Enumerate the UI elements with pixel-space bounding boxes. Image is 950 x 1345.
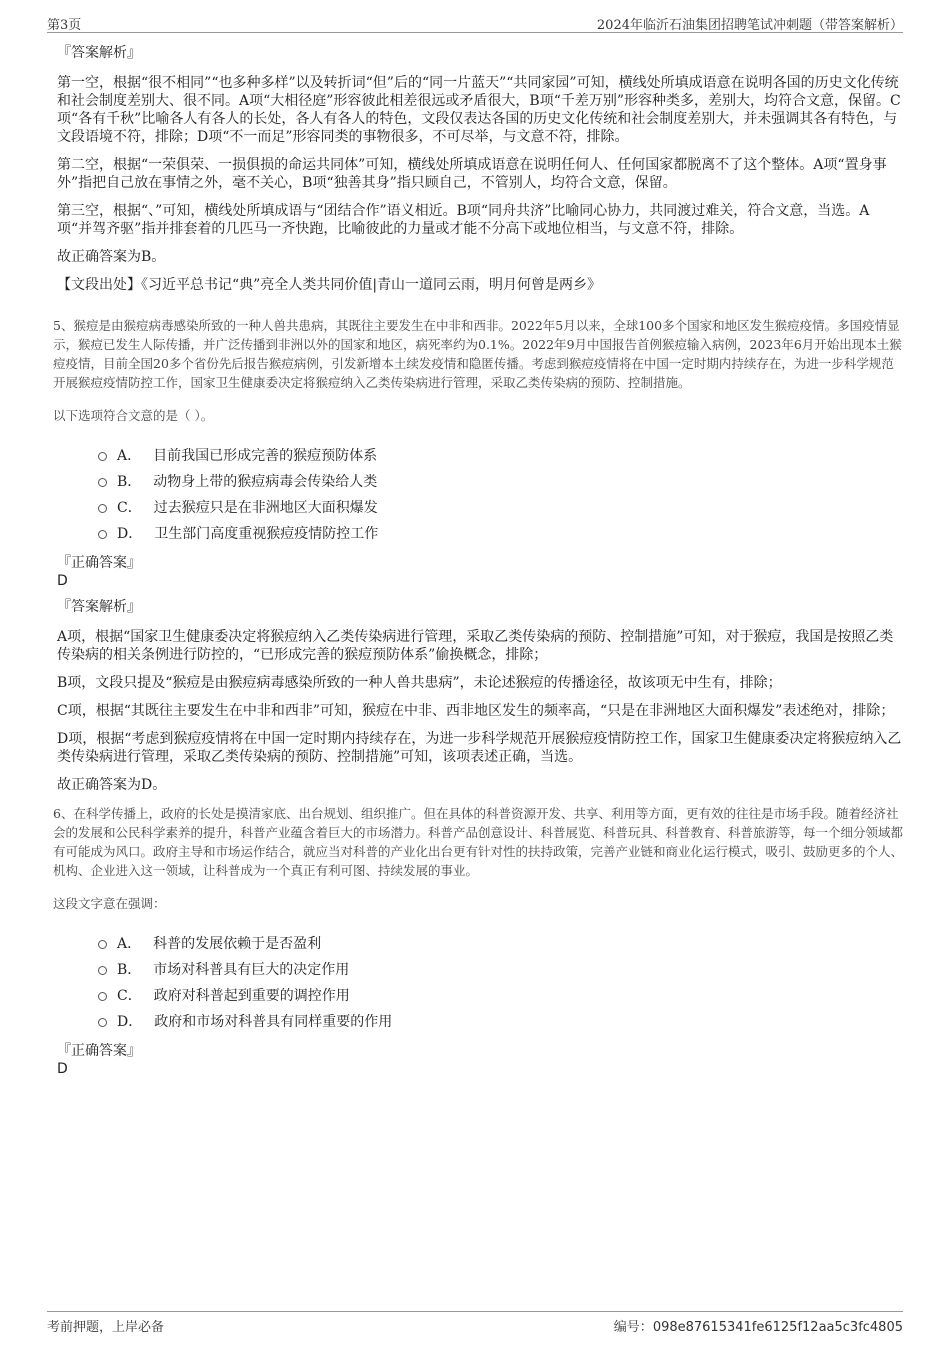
answer-value: D [57,1061,68,1077]
option-letter: A． [117,448,142,464]
option-c[interactable] [98,982,903,1008]
option-letter: D． [117,1014,143,1030]
analysis-conclusion: 故正确答案为D。 [57,777,167,793]
radio-icon[interactable] [98,940,107,949]
radio-icon[interactable] [98,530,107,539]
radio-icon[interactable] [98,966,107,975]
option-c[interactable] [98,494,903,520]
option-a[interactable] [98,930,903,956]
document-title: 2024年临沂石油集团招聘笔试冲刺题（带答案解析） [596,18,903,33]
option-text: 卫生部门高度重视猴痘疫情防控工作 [154,526,379,542]
document-body [53,44,904,1086]
question-5 [53,316,903,794]
code-label: 编号： [613,1320,653,1335]
code-value: 098e87615341fe6125f12aa5c3fc4805 [652,1320,903,1335]
option-d[interactable] [98,520,903,546]
question-6 [53,804,904,1078]
option-text: 政府和市场对科普具有同样重要的作用 [154,1014,393,1030]
option-text: 科普的发展依赖于是否盈利 [153,936,322,952]
option-letter: A． [117,936,142,952]
answer-value: D [57,573,68,589]
question-stem: 5、猴痘是由猴痘病毒感染所致的一种人兽共患病，其既往主要发生在中非和西非。2022年5月以来，全球100多个国家和地区发生猴痘疫情。多国疫情显示，猴痘已发生人际传播，并广泛传播到非洲以外的国家和地区，病死率约为0.1%。2022年9月中国报告首例猴痘输入病例，2023年6月开始出现本土猴痘疫情，目前全国20多个省份先后报告猴痘病例，引发新增本土续发疫情和隐匿传播。考虑到猴痘疫情将在中国一定时期内持续存在，为进一步科学规范开展猴痘疫情防控工作，国家卫生健康委决定将猴痘纳入乙类传染病进行管理，采取乙类传染病的预防、控制措施。 [53,318,902,390]
question-prompt: 以下选项符合文意的是（ ）。 [53,408,214,423]
option-list [98,442,903,546]
analysis-paragraph-2: 第二空，根据“一荣俱荣、一损俱损的命运共同体”可知，横线处所填成语意在说明任何人、任何国家都脱离不了这个整体。A项“置身事外”指把自己放在事情之外，毫不关心，B项“独善其身”指只顾自己，不管别人，均符合文意，保留。 [57,157,887,191]
footer-slogan: 考前押题，上岸必备 [47,1320,165,1335]
question-prompt: 这段文字意在强调： [53,896,166,911]
option-letter: C． [117,500,142,516]
option-letter: B． [117,474,142,490]
option-text: 政府对科普起到重要的调控作用 [153,988,350,1004]
option-d[interactable] [98,1008,903,1034]
question-4-analysis [57,44,903,294]
option-text: 目前我国已形成完善的猴痘预防体系 [153,448,378,464]
analysis-option-a: A项，根据“国家卫生健康委决定将猴痘纳入乙类传染病进行管理，采取乙类传染病的预防、控制措施”可知，对于猴痘，我国是按照乙类传染病的相关条例进行防控的，“已形成完善的猴痘预防体系”偷换概念，排除； [57,629,894,663]
option-text: 过去猴痘只是在非洲地区大面积爆发 [153,500,378,516]
page-number: 第3页 [47,18,82,33]
passage-source: 【文段出处】《习近平总书记“典”亮全人类共同价值|青山一道同云雨，明月何曾是两乡》 [57,277,602,293]
analysis-option-d: D项，根据“考虑到猴痘疫情将在中国一定时期内持续存在，为进一步科学规范开展猴痘疫情防控工作，国家卫生健康委决定将猴痘纳入乙类传染病进行管理，采取乙类传染病的预防、控制措施”可知，该项表述正确，当选。 [57,731,902,765]
question-stem: 6、在科学传播上，政府的长处是摸清家底、出台规划、组织推广。但在具体的科普资源开发、共享、利用等方面，更有效的往往是市场手段。随着经济社会的发展和公民科学素养的提升，科普产业蕴含着巨大的市场潜力。科普产品创意设计、科普展览、科普玩具、科普教育、科普旅游等，每一个细分领域都有可能成为风口。政府主导和市场运作结合，就应当对科普的产业化出台更有针对性的扶持政策，完善产业链和商业化运行模式，吸引、鼓励更多的个人、机构、企业进入这一领域，让科普成为一个真正有利可图、持续发展的事业。 [53,806,904,878]
option-letter: C． [117,988,142,1004]
radio-icon[interactable] [98,452,107,461]
analysis-paragraph-3: 第三空，根据“、”可知，横线处所填成语与“团结合作”语义相近。B项“同舟共济”比喻同心协力，共同渡过难关，符合文意，当选。A项“并驾齐驱”指并排套着的几匹马一齐快跑，比喻彼此的力量或才能不分高下或地位相当，与文意不符，排除。 [57,203,870,237]
analysis-paragraph-1: 第一空，根据“很不相同”“也多种多样”以及转折词“但”后的“同一片蓝天”“共同家园”可知，横线处所填成语意在说明各国的历史文化传统和社会制度差别大、很不同。A项“大相径庭”形容彼此相差很远或矛盾很大，B项“千差万别”形容种类多，差别大，均符合文意，保留。C项“各有千秋”比喻各人有各人的长处，各人有各人的特色，文段仅表达各国的历史文化传统和社会制度差别大，并未强调其各有特色，与文段语境不符，排除；D项“不一而足”形容同类的事物很多，不可尽举，与文意不符，排除。 [57,75,901,145]
analysis-option-b: B项，文段只提及“猴痘是由猴痘病毒感染所致的一种人兽共患病”，未论述猴痘的传播途径，故该项无中生有，排除； [57,675,782,691]
analysis-label: 『答案解析』 [57,45,141,61]
page-footer [47,1311,903,1336]
option-b[interactable] [98,468,903,494]
radio-icon[interactable] [98,992,107,1001]
option-list [98,930,903,1034]
option-a[interactable] [98,442,903,468]
option-text: 动物身上带的猴痘病毒会传染给人类 [153,474,378,490]
option-letter: B． [117,962,142,978]
answer-label: 『正确答案』 [57,555,141,571]
radio-icon[interactable] [98,478,107,487]
analysis-option-c: C项，根据“其既往主要发生在中非和西非”可知，猴痘在中非、西非地区发生的频率高，“只是在非洲地区大面积爆发”表述绝对，排除； [57,703,895,719]
radio-icon[interactable] [98,1018,107,1027]
analysis-conclusion: 故正确答案为B。 [57,249,166,265]
radio-icon[interactable] [98,504,107,513]
answer-label: 『正确答案』 [57,1043,141,1059]
analysis-label: 『答案解析』 [57,599,141,615]
document-code [614,1316,903,1335]
option-text: 市场对科普具有巨大的决定作用 [153,962,350,978]
option-letter: D． [117,526,143,542]
page-header [47,10,903,33]
option-b[interactable] [98,956,903,982]
